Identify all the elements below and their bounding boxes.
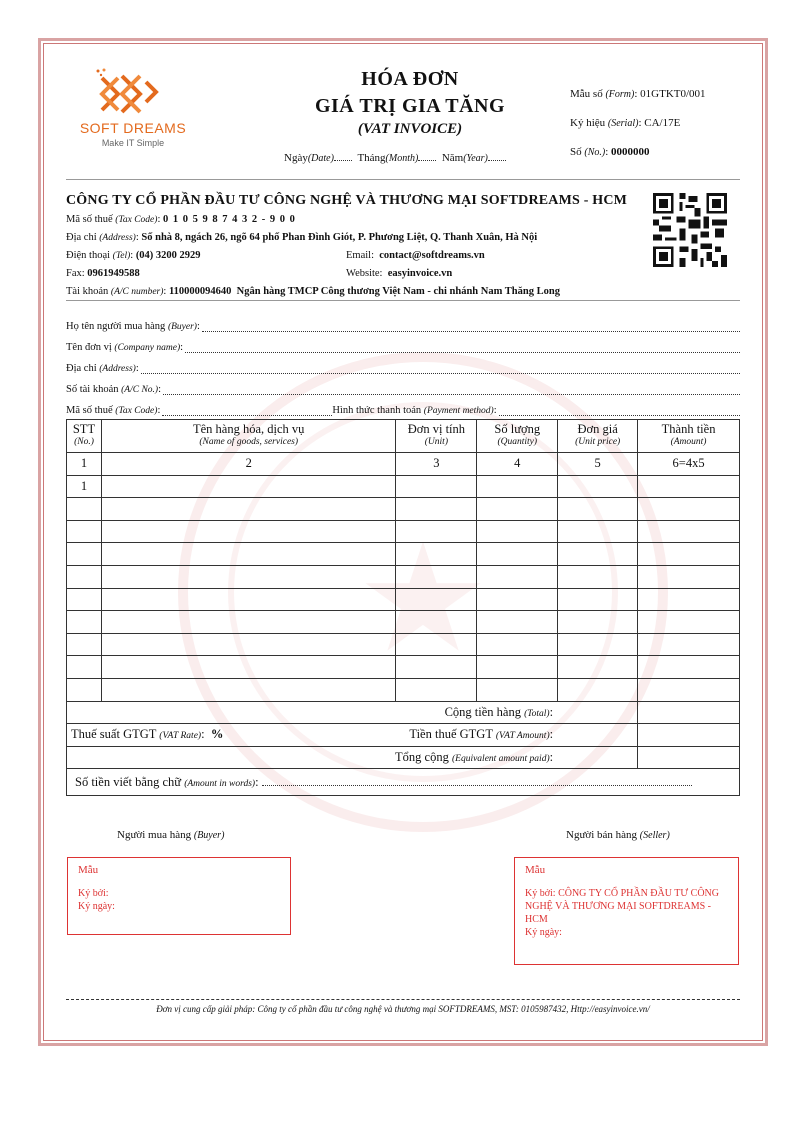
vat-row — [67, 724, 740, 747]
serial-number: Ký hiệu (Serial): CA/17E — [570, 117, 681, 129]
logo-text: SOFT DREAMS — [79, 120, 187, 136]
seller-tel: Điện thoại (Tel): (04) 3200 2929 Email: contact@softdreams.vn — [66, 247, 656, 265]
col-no: STT (No.) — [67, 420, 102, 453]
invoice-number: Số (No.): 0000000 — [570, 146, 650, 158]
form-info — [570, 80, 706, 167]
seller-account: Tài khoản (A/C number): 110000094640 Ngân hàng TMCP Công thương Việt Nam - chi nhánh Nam Thăng Long — [66, 286, 560, 297]
grand-total-value[interactable] — [638, 746, 740, 769]
seller-website: Website: easyinvoice.vn — [346, 268, 453, 279]
col-unit: Đơn vị tính (Unit) — [396, 420, 477, 453]
buyer-signature-box[interactable]: Mẫu Ký bởi: Ký ngày: — [67, 857, 291, 935]
table-row[interactable] — [67, 678, 740, 701]
logo-tagline: Make IT Simple — [101, 138, 165, 148]
table-row[interactable]: 1 — [67, 475, 740, 498]
table-row[interactable] — [67, 520, 740, 543]
invoice-title — [270, 68, 550, 138]
seller-info — [66, 191, 656, 301]
buyer-tax-payment-field[interactable]: Mã số thuế (Tax Code) : Hình thức thanh toán (Payment method) : — [66, 395, 740, 416]
table-header — [67, 420, 740, 453]
seller-email: Email: contact@softdreams.vn — [346, 250, 485, 261]
amount-in-words-row[interactable]: Số tiền viết bằng chữ (Amount in words): — [67, 769, 740, 796]
table-row[interactable] — [67, 633, 740, 656]
table-row[interactable] — [67, 656, 740, 679]
seller-tax-code: Mã số thuế (Tax Code): 0 1 0 5 9 8 7 4 3 2 - 9 0 0 — [66, 214, 296, 225]
col-name: Tên hàng hóa, dịch vụ (Name of goods, services) — [101, 420, 395, 453]
title-line-2: GIÁ TRỊ GIA TĂNG — [314, 95, 506, 117]
col-unit-price: Đơn giá (Unit price) — [558, 420, 638, 453]
seller-signature-box[interactable]: Mẫu Ký bởi: CÔNG TY CỔ PHẦN ĐẦU TƯ CÔNG NGHỆ VÀ THƯƠNG MẠI SOFTDREAMS - HCM Ký ngày: — [514, 857, 739, 965]
seller-fax: Fax: 0961949588 Website: easyinvoice.vn — [66, 265, 656, 283]
divider — [66, 300, 740, 301]
softdreams-logo-icon — [96, 68, 168, 118]
buyer-company-field[interactable]: Tên đơn vị (Company name) : — [66, 332, 740, 353]
table-row[interactable] — [67, 498, 740, 521]
buyer-name-field[interactable]: Họ tên người mua hàng (Buyer) : — [66, 311, 740, 332]
buyer-info — [66, 311, 740, 416]
qr-code-icon — [652, 193, 728, 267]
company-logo — [68, 68, 198, 153]
footer-divider — [66, 999, 740, 1000]
buyer-signature-title: Người mua hàng (Buyer) — [117, 829, 225, 841]
index-row: 1 2 3 4 5 6=4x5 — [67, 453, 740, 476]
total-value[interactable] — [638, 701, 740, 724]
grand-total-row: Tổng cộng (Equivalent amount paid): — [67, 746, 740, 769]
title-line-1: HÓA ĐƠN — [361, 68, 459, 90]
footer-provider: Đơn vị cung cấp giải pháp: Công ty cổ phần đầu tư công nghệ và thương mại SOFTDREAMS, MST: 0105987432, Http://easyinvoice.vn/ — [156, 1004, 650, 1014]
date-line: Ngày(Date) Tháng(Month) Năm(Year) — [284, 152, 506, 164]
col-quantity: Số lượng (Quantity) — [477, 420, 558, 453]
vat-amount-value[interactable] — [638, 724, 740, 747]
table-row[interactable] — [67, 565, 740, 588]
form-number: Mẫu số (Form): 01GTKT0/001 — [570, 88, 706, 100]
vat-amount-label: Tiền thuế GTGT (VAT Amount): — [409, 727, 554, 742]
vat-rate: Thuế suất GTGT (VAT Rate): % — [71, 727, 224, 742]
table-row[interactable] — [67, 611, 740, 634]
seller-signature-title: Người bán hàng (Seller) — [566, 829, 670, 841]
table-row[interactable] — [67, 543, 740, 566]
total-row: Cộng tiền hàng (Total): — [67, 701, 740, 724]
buyer-address-field[interactable]: Địa chỉ (Address) : — [66, 353, 740, 374]
divider — [66, 179, 740, 180]
table-row[interactable] — [67, 588, 740, 611]
title-english: (VAT INVOICE) — [357, 121, 463, 137]
buyer-account-field[interactable]: Số tài khoản (A/C No.) : — [66, 374, 740, 395]
items-table — [66, 419, 740, 796]
col-amount: Thành tiền (Amount) — [638, 420, 740, 453]
seller-address: Địa chỉ (Address): Số nhà 8, ngách 26, ngõ 64 phố Phan Đình Giót, P. Phương Liệt, Q. Thanh Xuân, Hà Nội — [66, 232, 538, 243]
seller-company: CÔNG TY CỔ PHẦN ĐẦU TƯ CÔNG NGHỆ VÀ THƯƠNG MẠI SOFTDREAMS - HCM — [66, 193, 628, 208]
